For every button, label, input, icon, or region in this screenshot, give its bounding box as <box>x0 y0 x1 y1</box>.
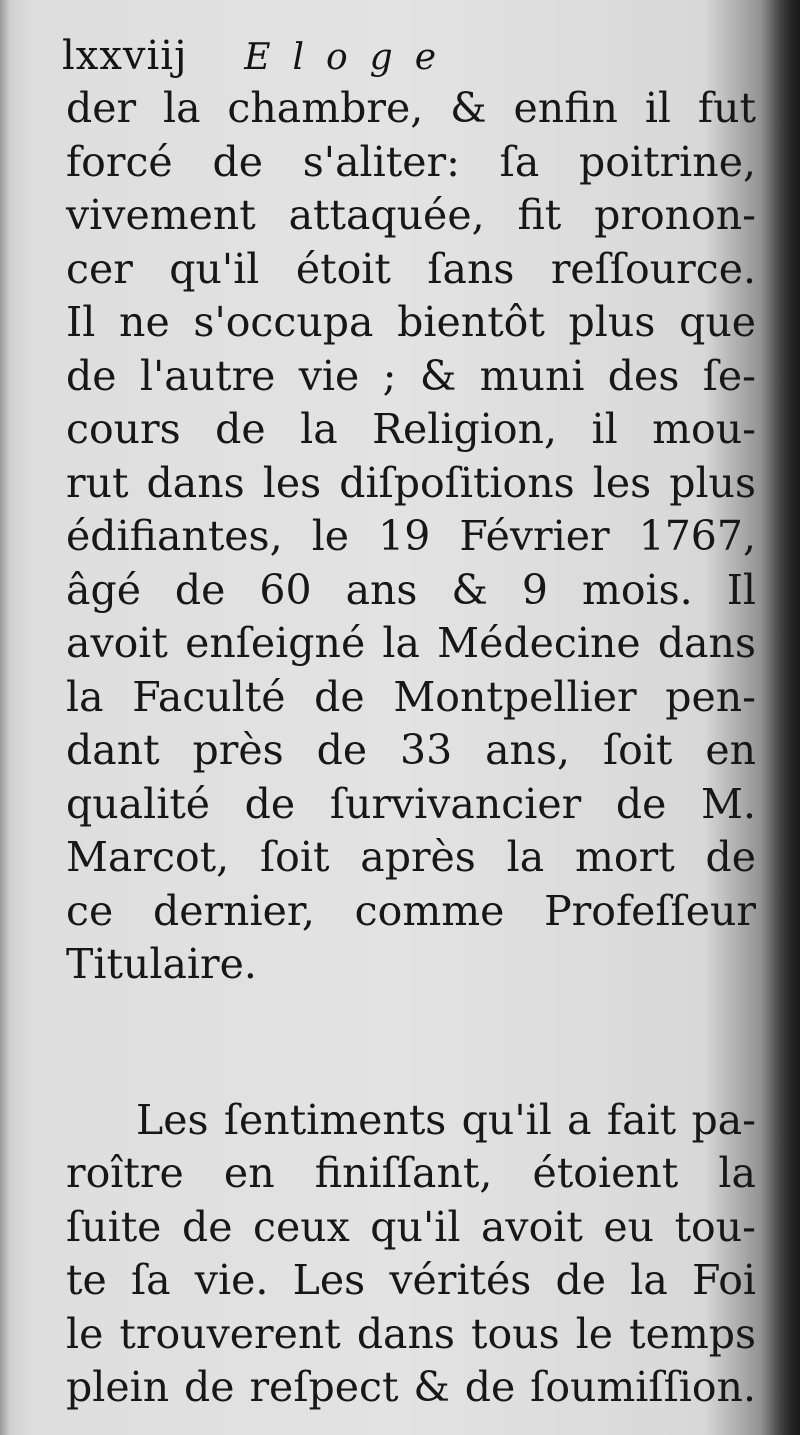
text-line: âgé de 60 ans & 9 mois. Il <box>66 565 756 614</box>
text-line: plein de reſpect & de ſoumiſſion. <box>66 1363 756 1411</box>
text-line: vivement attaquée, fit pronon- <box>66 191 756 239</box>
running-title: Eloge <box>244 37 459 78</box>
text-line: avoit enſeigné la Médecine dans <box>66 619 756 667</box>
page-gutter-shadow <box>760 0 800 1435</box>
text-line: cer qu'il étoit ſans reſſource. <box>66 244 756 293</box>
text-line: Les ſentiments qu'il a fait pa- <box>136 1095 756 1144</box>
paragraph-2 <box>66 1094 756 1415</box>
text-line: Marcot, ſoit après la mort de <box>66 833 756 881</box>
paragraph-gap <box>66 992 756 1094</box>
text-line: dant près de 33 ans, ſoit en <box>66 726 756 774</box>
text-line: de l'autre vie ; & muni des ſe- <box>66 351 756 400</box>
text-line: forcé de s'aliter: ſa poitrine, <box>66 137 756 186</box>
text-line: qualité de ſurvivancier de M. <box>66 779 756 828</box>
text-line: Titulaire. <box>66 940 257 988</box>
body-text <box>66 82 756 1415</box>
text-line: rut dans les diſpoſitions les plus <box>66 458 756 507</box>
text-line: édifiantes, le 19 Février 1767, <box>66 512 756 560</box>
text-line: ſuite de ceux qu'il avoit eu tou- <box>66 1202 756 1251</box>
text-line: te ſa vie. Les vérités de la Foi <box>66 1256 756 1304</box>
running-head <box>62 28 458 86</box>
text-line: le trouverent dans tous le temps <box>66 1309 756 1358</box>
text-line: roître en finiſſant, étoient la <box>66 1149 756 1197</box>
page-left-edge <box>0 0 10 1435</box>
text-line: la Faculté de Montpellier pen- <box>66 672 756 721</box>
text-line: der la chambre, & enfin il fut <box>66 84 756 132</box>
page-number: lxxviij <box>62 33 188 79</box>
text-line: cours de la Religion, il mou- <box>66 405 756 453</box>
text-line: ce dernier, comme Profeſſeur <box>66 886 756 935</box>
paragraph-1 <box>66 82 756 992</box>
text-line: Il ne s'occupa bientôt plus que <box>66 298 756 346</box>
